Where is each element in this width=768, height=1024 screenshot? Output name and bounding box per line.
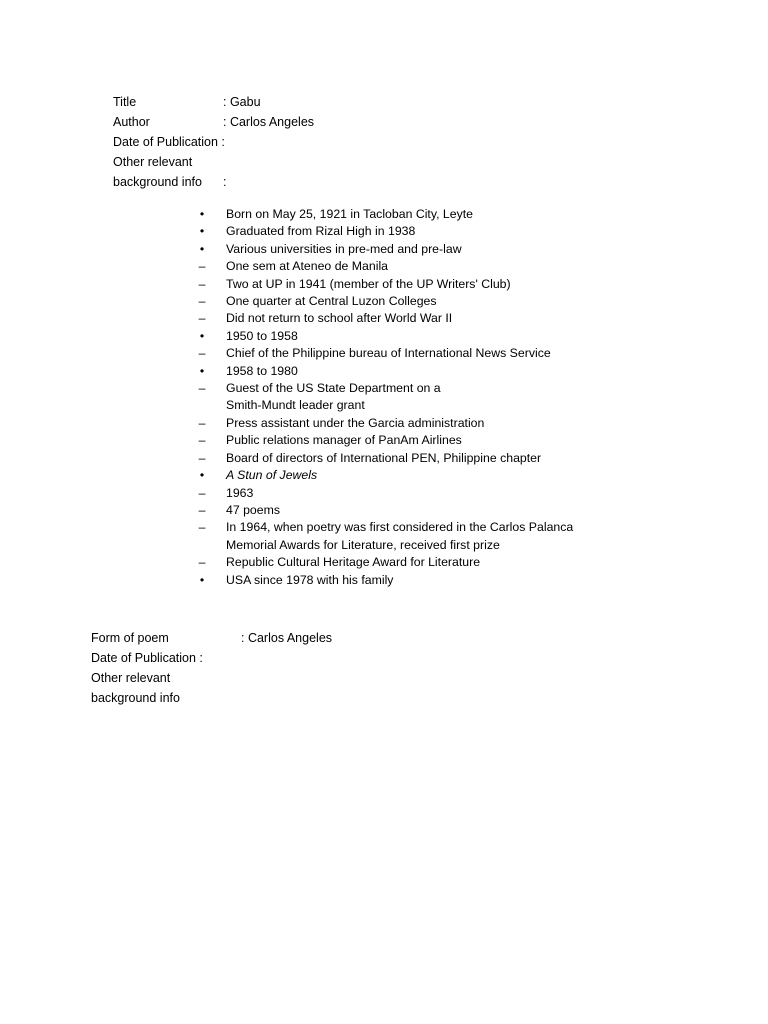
bullet-text: 47 poems [226,502,281,517]
bullet-item [195,223,755,240]
form-value: : Carlos Angeles [241,631,333,645]
bullet-item [195,537,755,554]
bullet-item [195,241,755,258]
bullet-item [195,450,755,467]
bullet-item [195,363,755,380]
bullet-text: Graduated from Rizal High in 1938 [226,224,416,239]
bullet-text: Republic Cultural Heritage Award for Literature [226,555,481,570]
bullet-text: One sem at Ateneo de Manila [226,259,389,274]
bullet-text: A Stun of Jewels [226,468,318,483]
bullet-text: Memorial Awards for Literature, received first prize [226,537,500,552]
date-label-2: Date of Publication : [91,651,203,665]
bullet-item [195,310,755,327]
bullet-text: Various universities in pre-med and pre-law [226,241,462,256]
bullet-text: Chief of the Philippine bureau of International News Service [226,346,551,361]
biography-bullet-list [195,206,755,589]
bullet-item [195,432,755,449]
bullet-dash-marker: – [198,276,206,291]
bullet-item [195,328,755,345]
bullet-item [195,258,755,275]
bullet-dash-marker: – [198,520,206,535]
bullet-item [195,415,755,432]
other-info-label-2-line2: background info [91,691,180,705]
bullet-dot-marker: • [199,207,205,221]
bullet-dot-marker: • [199,468,205,483]
bullet-dash-marker: – [198,555,206,570]
bullet-dash-marker: – [198,502,206,517]
bullet-dot-marker: • [199,328,205,343]
bullet-text: 1950 to 1958 [226,328,298,343]
bullet-text: Born on May 25, 1921 in Tacloban City, Leyte [226,207,473,221]
bullet-text: Two at UP in 1941 (member of the UP Writers' Club) [226,276,511,291]
bullet-dash-marker: – [198,346,206,361]
bullet-dot-marker: • [199,224,205,239]
title-label: Title [113,95,137,109]
bullet-dot-marker: • [199,241,205,256]
other-info-colon: : [223,175,227,189]
bullet-text: Public relations manager of PanAm Airlines [226,433,462,448]
bullet-text: Board of directors of International PEN, Philippine chapter [226,450,542,465]
bullet-dot-marker: • [199,363,205,378]
bullet-text: 1963 [226,485,254,500]
bullet-dash-marker: – [198,311,206,326]
other-info-label-2-line1: Other relevant [91,671,171,685]
bullet-dash-marker: – [198,433,206,448]
bullet-item [195,572,755,589]
bullet-dash-marker: – [198,485,206,500]
bullet-item [195,397,755,414]
other-info-label-line1: Other relevant [113,155,193,169]
bullet-dash-marker: – [198,415,206,430]
bullet-text: 1958 to 1980 [226,363,298,378]
bullet-item [195,345,755,362]
bullet-dash-marker: – [198,259,206,274]
bullet-dash-marker: – [198,294,206,309]
form-label: Form of poem [91,631,169,645]
bullet-text: Guest of the US State Department on a [226,381,441,396]
title-value: : Gabu [223,95,261,109]
other-info-label-line2: background info [113,175,202,189]
bullet-text: Press assistant under the Garcia administration [226,415,485,430]
bullet-item [195,293,755,310]
bullet-text: One quarter at Central Luzon Colleges [226,294,437,309]
bullet-text: Did not return to school after World War II [226,311,453,326]
bullet-text: Smith-Mundt leader grant [226,398,365,413]
bullet-dash-marker: – [198,450,206,465]
bullet-item [195,554,755,571]
date-label: Date of Publication : [113,135,225,149]
bullet-text: In 1964, when poetry was first considered in the Carlos Palanca [226,520,574,535]
bullet-text: USA since 1978 with his family [226,572,394,587]
author-label: Author [113,115,150,129]
bullet-item [195,519,755,536]
bullet-item [195,502,755,519]
bullet-item [195,276,755,293]
bullet-item [195,380,755,397]
bullet-item [195,206,755,223]
bullet-dash-marker: – [198,381,206,396]
bullet-dot-marker: • [199,572,205,587]
bullet-item [195,485,755,502]
bullet-item [195,467,755,484]
author-value: : Carlos Angeles [223,115,315,129]
